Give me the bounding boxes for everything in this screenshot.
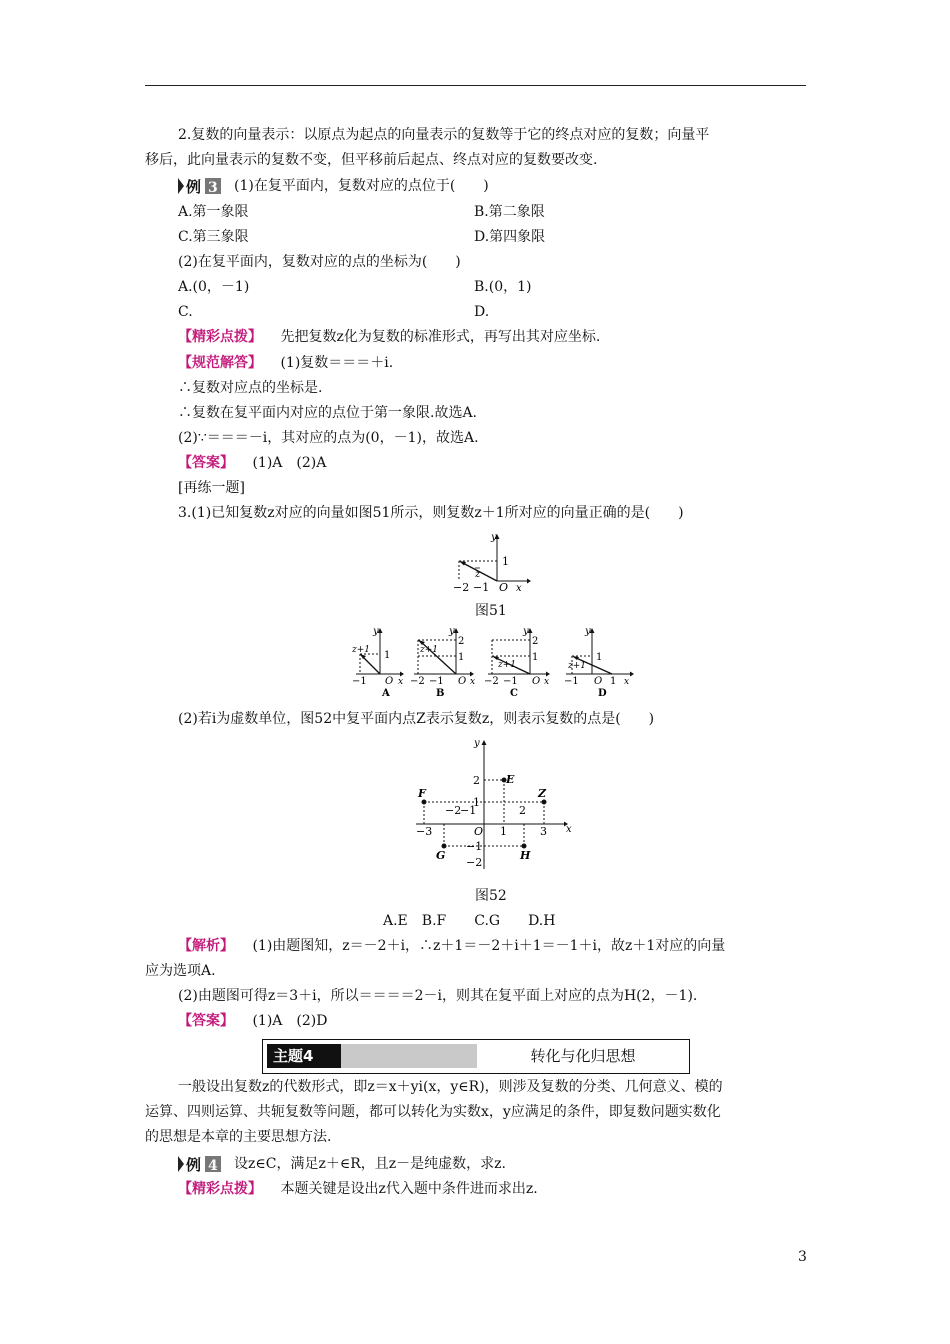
svg-text:−1: −1 <box>564 676 579 687</box>
svg-text:z+1: z+1 <box>352 645 371 655</box>
figure-52-caption: 图52 <box>475 888 507 904</box>
solution-line: ∴复数对应点的坐标是. <box>178 380 323 396</box>
svg-text:x: x <box>470 677 476 687</box>
svg-text:z+1: z+1 <box>498 660 517 670</box>
svg-text:z+1: z+1 <box>568 661 587 671</box>
svg-text:z+1: z+1 <box>420 645 439 655</box>
option-a: A.第一象限 <box>178 204 249 220</box>
svg-text:−1: −1 <box>460 804 477 817</box>
svg-text:x: x <box>398 677 404 687</box>
svg-text:3: 3 <box>208 180 218 195</box>
paragraph-line: 一般设出复数z的代数形式，即z＝x＋yi(x，y∈R)，则涉及复数的分类、几何意义、模的 <box>178 1079 723 1095</box>
svg-text:y: y <box>585 626 591 637</box>
svg-text:z: z <box>475 569 481 580</box>
svg-text:x: x <box>624 677 630 687</box>
option-c-graph <box>484 626 550 699</box>
svg-text:y: y <box>523 626 529 637</box>
hint-line: 【精彩点拨】 本题关键是设出z代入题中条件进而求出z. <box>178 1181 538 1197</box>
svg-text:1: 1 <box>500 825 507 838</box>
analysis-line: 应为选项A. <box>145 963 216 979</box>
topic-banner-shade <box>329 1044 477 1068</box>
svg-text:−1: −1 <box>503 676 518 687</box>
svg-text:O: O <box>499 581 509 592</box>
svg-text:E: E <box>506 773 515 786</box>
svg-text:例: 例 <box>186 178 202 195</box>
figure-51 <box>449 530 531 592</box>
svg-text:2: 2 <box>519 804 526 817</box>
svg-text:y: y <box>449 626 455 637</box>
svg-text:2: 2 <box>458 636 465 647</box>
svg-text:B: B <box>436 688 445 699</box>
hint-label: 【精彩点拨】 <box>178 329 262 345</box>
option-d-graph <box>564 626 634 699</box>
svg-text:O: O <box>474 825 484 838</box>
svg-text:−1: −1 <box>466 840 483 853</box>
option-b-graph <box>410 626 475 699</box>
figure-51-caption: 图51 <box>475 603 507 619</box>
analysis-label: 【解析】 <box>178 938 234 954</box>
hint-label: 【精彩点拨】 <box>178 1181 262 1197</box>
svg-text:1: 1 <box>596 652 603 663</box>
analysis-line: (2)由题图可得z＝3＋i，所以＝＝＝＝2－i，则其在复平面上对应的点为H(2，－1). <box>178 988 698 1004</box>
svg-text:−1: −1 <box>473 581 490 592</box>
option-c: C.第三象限 <box>178 229 249 245</box>
solution-line: 【规范解答】 (1)复数＝＝＝＋i. <box>178 355 394 371</box>
svg-text:y: y <box>373 626 379 637</box>
example-4-badge <box>178 1155 228 1173</box>
analysis-line: 【解析】 (1)由题图知，z＝－2＋i，∴z＋1＝－2＋i＋1＝－1＋i，故z＋1对应的向量 <box>178 938 726 954</box>
option-b: B.(0，1) <box>474 279 532 295</box>
option-d: D. <box>474 304 490 320</box>
svg-text:−2: −2 <box>484 676 499 687</box>
svg-text:4: 4 <box>208 1158 218 1173</box>
svg-text:O: O <box>385 676 394 687</box>
question-3-part-1: 3.(1)已知复数z对应的向量如图51所示，则复数z＋1所对应的向量正确的是( ) <box>178 505 684 521</box>
topic-label: 主题4 <box>267 1044 341 1068</box>
svg-text:x: x <box>516 583 522 592</box>
svg-text:−2: −2 <box>445 804 462 817</box>
option-a-graph <box>351 626 404 699</box>
svg-text:−2: −2 <box>466 856 483 869</box>
svg-text:x: x <box>566 824 572 835</box>
svg-text:1: 1 <box>458 652 465 663</box>
svg-text:−2: −2 <box>453 581 470 592</box>
svg-text:3: 3 <box>540 825 547 838</box>
paragraph-line: 运算、四则运算、共轭复数等问题，都可以转化为实数x，y应满足的条件，即复数问题实数化 <box>145 1104 721 1120</box>
figure-52 <box>408 734 574 876</box>
svg-text:O: O <box>594 676 603 687</box>
svg-text:2: 2 <box>532 636 539 647</box>
option-a: A.(0，－1) <box>178 279 250 295</box>
svg-text:1: 1 <box>473 796 480 809</box>
solution-line: (2)∵＝＝＝－i，其对应的点为(0，－1)，故选A. <box>178 430 479 446</box>
svg-text:F: F <box>418 787 426 800</box>
topic-title: 转化与化归思想 <box>530 1047 636 1065</box>
svg-text:O: O <box>532 676 541 687</box>
paragraph-line: 的思想是本章的主要思想方法. <box>145 1129 332 1145</box>
svg-text:1: 1 <box>532 652 539 663</box>
svg-text:y: y <box>474 738 480 749</box>
svg-text:y: y <box>491 532 497 543</box>
answer-label: 【答案】 <box>178 455 234 471</box>
question-3-options: A.E B.F C.G D.H <box>383 913 556 929</box>
svg-text:−3: −3 <box>416 825 433 838</box>
svg-text:G: G <box>436 849 446 862</box>
example-3-badge <box>178 177 228 195</box>
example-3-question-1: 例 3 (1)在复平面内，复数对应的点位于( ) <box>178 176 489 196</box>
svg-text:1: 1 <box>384 650 391 661</box>
svg-text:Z: Z <box>538 787 547 800</box>
practice-heading: [再练一题] <box>178 480 245 496</box>
svg-text:例: 例 <box>186 1156 202 1173</box>
answer-line: 【答案】 (1)A (2)D <box>178 1013 328 1029</box>
question-3-part-2: (2)若i为虚数单位，图52中复平面内点Z表示复数z，则表示复数的点是( ) <box>178 711 655 727</box>
paragraph-line: 2.复数的向量表示：以原点为起点的向量表示的复数等于它的终点对应的复数；向量平 <box>178 127 710 143</box>
svg-text:−2: −2 <box>410 676 425 687</box>
svg-text:2: 2 <box>473 774 480 787</box>
svg-text:1: 1 <box>502 555 509 568</box>
svg-text:O: O <box>458 676 467 687</box>
svg-text:H: H <box>520 849 531 862</box>
svg-text:C: C <box>510 688 518 699</box>
figure-51-options <box>348 622 638 702</box>
hint-line: 【精彩点拨】 先把复数z化为复数的标准形式，再写出其对应坐标. <box>178 329 601 345</box>
option-c: C. <box>178 304 193 320</box>
solution-label: 【规范解答】 <box>178 355 262 371</box>
option-d: D.第四象限 <box>474 229 546 245</box>
svg-text:−1: −1 <box>352 676 367 687</box>
answer-line: 【答案】 (1)A (2)A <box>178 455 327 471</box>
solution-line: ∴复数在复平面内对应的点位于第一象限.故选A. <box>178 405 478 421</box>
header-rule <box>145 85 806 86</box>
svg-text:1: 1 <box>610 676 617 687</box>
svg-text:A: A <box>382 688 390 699</box>
topic-banner <box>262 1039 690 1074</box>
option-b: B.第二象限 <box>474 204 545 220</box>
page-number: 3 <box>798 1249 807 1265</box>
svg-text:D: D <box>598 688 607 699</box>
example-4-question: 例 4 设z∈C，满足z＋∈R，且z－是纯虚数，求z. <box>178 1154 506 1174</box>
answer-label: 【答案】 <box>178 1013 234 1029</box>
svg-text:x: x <box>544 677 550 687</box>
example-3-question-2: (2)在复平面内，复数对应的点的坐标为( ) <box>178 254 461 270</box>
paragraph-line: 移后，此向量表示的复数不变，但平移前后起点、终点对应的复数要改变. <box>145 152 598 168</box>
svg-text:−1: −1 <box>429 676 444 687</box>
